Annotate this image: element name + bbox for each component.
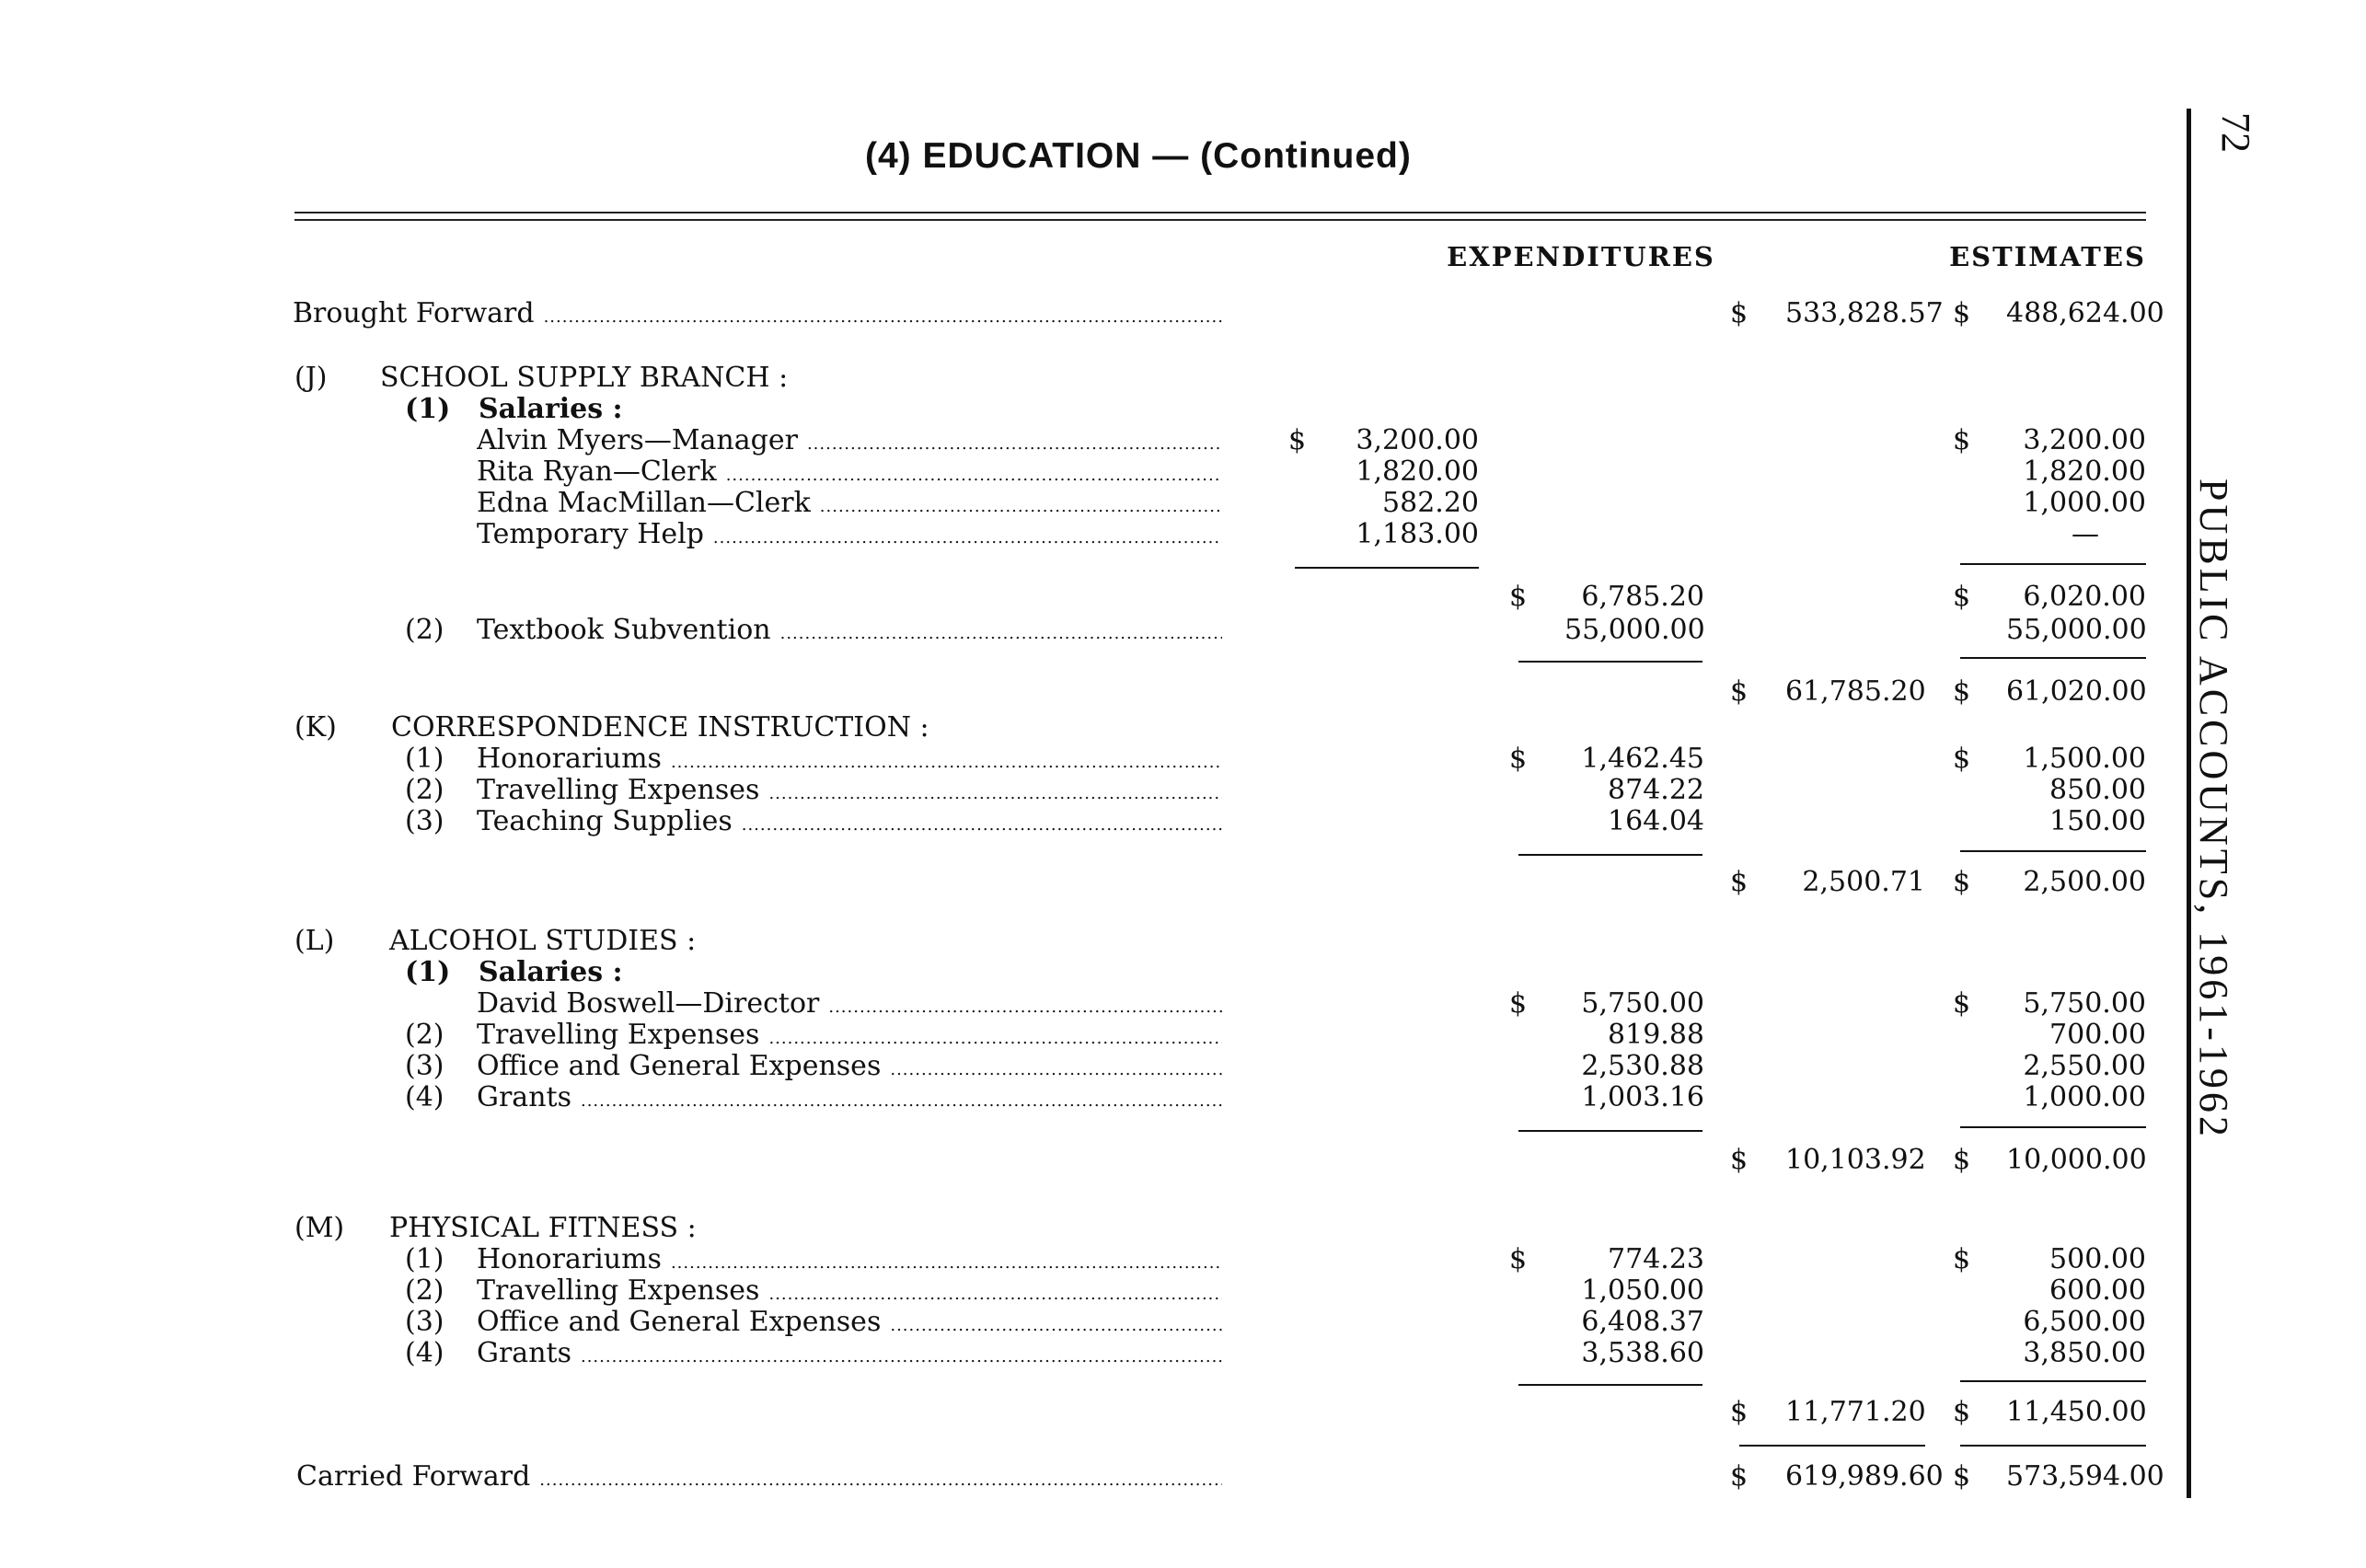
estimate: — [2072,518,2099,550]
total-rule [1739,1445,1925,1447]
estimate: 3,200.00 [2023,424,2146,456]
amount: 819.88 [1608,1019,1704,1051]
section-title: SCHOOL SUPPLY BRANCH : [380,362,789,394]
estimate: 6,500.00 [2023,1306,2146,1338]
subtotal-rule [1960,850,2146,852]
dollar-sign: $ [1509,987,1528,1020]
dollar-sign: $ [1509,743,1528,775]
row-label: Travelling Expenses ..... [477,773,1222,812]
section-marker: (K) [294,711,337,744]
estimate: 1,000.00 [2023,1081,2146,1113]
estimate: 1,000.00 [2023,487,2146,519]
estimate-total: 573,594.00 [2006,1460,2164,1493]
estimate: 1,820.00 [2023,455,2146,488]
dollar-sign: $ [1730,1460,1749,1493]
row-label: Brought Forward ..... [293,296,1222,335]
item-number: (3) [405,805,444,837]
amount: 582.20 [1382,487,1479,519]
amount: 1,183.00 [1356,518,1479,550]
amount: 874.22 [1608,774,1704,806]
dollar-sign: $ [1953,866,1971,898]
dollar-sign: $ [1953,1396,1971,1428]
dollar-sign: $ [1953,675,1971,708]
amount: 6,408.37 [1581,1306,1704,1338]
amount: 1,820.00 [1356,455,1479,488]
row-label: Temporary Help ..... [477,517,1222,556]
row-label: Office and General Expenses ..... [477,1049,1222,1088]
row-label: Honorariums ..... [477,1242,1222,1281]
estimate-total: 61,020.00 [2006,675,2147,708]
dollar-sign: $ [1953,581,1971,613]
dollar-sign: $ [1730,1396,1749,1428]
dollar-sign: $ [1730,297,1749,329]
estimate: 1,500.00 [2023,743,2146,775]
dollar-sign: $ [1953,1243,1971,1275]
subtotal-rule [1960,1380,2146,1382]
amount: 1,003.16 [1581,1081,1704,1113]
estimate: 55,000.00 [2006,614,2147,646]
header-rule [294,219,2146,221]
section-marker: (M) [294,1212,345,1244]
salaries-heading [0,955,2163,990]
section-m-heading [0,1211,2163,1246]
table-row [0,1049,2163,1084]
row-label: Travelling Expenses ..... [477,1274,1222,1312]
subtotal-rule [1518,1384,1702,1386]
row-label: Honorariums ..... [477,742,1222,780]
page-title: (4) EDUCATION — (Continued) [865,136,1412,176]
row-label: Grants ..... [477,1336,1222,1375]
table-row [0,1080,2163,1115]
dollar-sign: $ [1953,297,1971,329]
estimate: 3,850.00 [2023,1337,2146,1369]
table-row [0,986,2163,1021]
dollar-sign: $ [1509,1243,1528,1275]
amount: 5,750.00 [1581,987,1704,1020]
page-number: 72 [2213,112,2258,153]
subtotal-rule [1960,1126,2146,1128]
dollar-sign: $ [1953,1144,1971,1176]
item-number: (2) [405,1019,444,1051]
table-row [0,1242,2163,1277]
item-number: (2) [405,1274,444,1307]
subtotal-row [0,580,2163,615]
dollar-sign: $ [1288,424,1307,456]
amount: 3,200.00 [1356,424,1479,456]
subtotal-rule [1960,563,2146,565]
section-total-row [0,674,2163,709]
table-row [0,804,2163,839]
estimate: 6,020.00 [2023,581,2146,613]
estimate: 850.00 [2049,774,2146,806]
amount: 3,538.60 [1581,1337,1704,1369]
table-row [0,486,2163,521]
expenditure-total: 619,989.60 [1785,1460,1944,1493]
estimate-total: 10,000.00 [2006,1144,2147,1176]
section-marker: (J) [294,362,328,394]
item-label: Salaries : [479,956,623,988]
expenditures-column-header: EXPENDITURES [1447,241,1715,272]
section-title: PHYSICAL FITNESS : [389,1212,697,1244]
estimate: 5,750.00 [2023,987,2146,1020]
carried-forward-row [0,1459,2163,1494]
table-row [0,517,2163,552]
dollar-sign: $ [1953,987,1971,1020]
subtotal-rule [1518,1130,1702,1132]
row-label: Alvin Myers—Manager ..... [477,423,1222,462]
row-label: Office and General Expenses ..... [477,1305,1222,1343]
amount: 55,000.00 [1564,614,1705,646]
amount: 164.04 [1608,805,1704,837]
amount: 6,785.20 [1581,581,1704,613]
expenditure-total: 2,500.71 [1802,866,1925,898]
dollar-sign: $ [1730,1144,1749,1176]
row-label: Rita Ryan—Clerk ..... [477,455,1222,493]
table-row [0,1305,2163,1340]
row-label: Edna MacMillan—Clerk ..... [477,486,1222,525]
estimate-total: 2,500.00 [2023,866,2146,898]
expenditure-total: 10,103.92 [1785,1144,1926,1176]
amount: 2,530.88 [1581,1050,1704,1082]
item-number: (1) [405,1243,444,1275]
section-total-row [0,1143,2163,1178]
subtotal-rule [1518,854,1702,856]
section-l-heading [0,924,2163,959]
header-rule [294,212,2146,213]
expenditure-total: 61,785.20 [1785,675,1926,708]
table-row [0,773,2163,808]
row-label: Grants ..... [477,1080,1222,1119]
amount: 1,050.00 [1581,1274,1704,1307]
estimate: 500.00 [2049,1243,2146,1275]
section-marker: (L) [294,925,335,957]
row-label: Textbook Subvention ..... [477,613,1222,651]
table-row [0,1274,2163,1309]
estimate: 700.00 [2049,1019,2146,1051]
salaries-heading [0,392,2163,427]
section-j-heading [0,361,2163,396]
dollar-sign: $ [1953,424,1971,456]
table-row [0,742,2163,777]
amount: 1,462.45 [1581,743,1704,775]
section-total-row [0,865,2163,900]
table-row [0,1018,2163,1053]
amount: 774.23 [1608,1243,1704,1275]
estimates-column-header: ESTIMATES [1949,241,2146,272]
section-title: CORRESPONDENCE INSTRUCTION : [391,711,929,744]
brought-forward-row [0,296,2163,331]
row-label: David Boswell—Director ..... [477,986,1222,1025]
estimate: 150.00 [2049,805,2146,837]
row-label: Travelling Expenses ..... [477,1018,1222,1056]
dollar-sign: $ [1730,675,1749,708]
dollar-sign: $ [1730,866,1749,898]
row-label: Teaching Supplies ..... [477,804,1222,843]
subtotal-rule [1518,661,1702,663]
expenditure-total: 533,828.57 [1785,297,1944,329]
dollar-sign: $ [1509,581,1528,613]
table-row [0,613,2163,648]
item-number: (1) [405,743,444,775]
row-label: Carried Forward ..... [296,1459,1222,1498]
estimate: 600.00 [2049,1274,2146,1307]
item-number: (3) [405,1050,444,1082]
estimate-total: 11,450.00 [2006,1396,2147,1428]
item-number: (1) [405,393,451,425]
table-row [0,455,2163,490]
expenditure-total: 11,771.20 [1785,1396,1926,1428]
table-row [0,423,2163,458]
item-number: (4) [405,1081,444,1113]
item-number: (1) [405,956,451,988]
item-number: (2) [405,614,444,646]
side-caption: PUBLIC ACCOUNTS, 1961-1962 [2191,478,2236,1140]
dollar-sign: $ [1953,743,1971,775]
item-number: (3) [405,1306,444,1338]
section-title: ALCOHOL STUDIES : [389,925,697,957]
dollar-sign: $ [1953,1460,1971,1493]
total-rule [1960,1445,2146,1447]
section-k-heading [0,710,2163,745]
subtotal-rule [1295,567,1479,569]
section-total-row [0,1395,2163,1430]
item-number: (4) [405,1337,444,1369]
table-row [0,1336,2163,1371]
subtotal-rule [1960,657,2146,659]
item-label: Salaries : [479,393,623,425]
item-number: (2) [405,774,444,806]
estimate: 2,550.00 [2023,1050,2146,1082]
estimate-total: 488,624.00 [2006,297,2164,329]
